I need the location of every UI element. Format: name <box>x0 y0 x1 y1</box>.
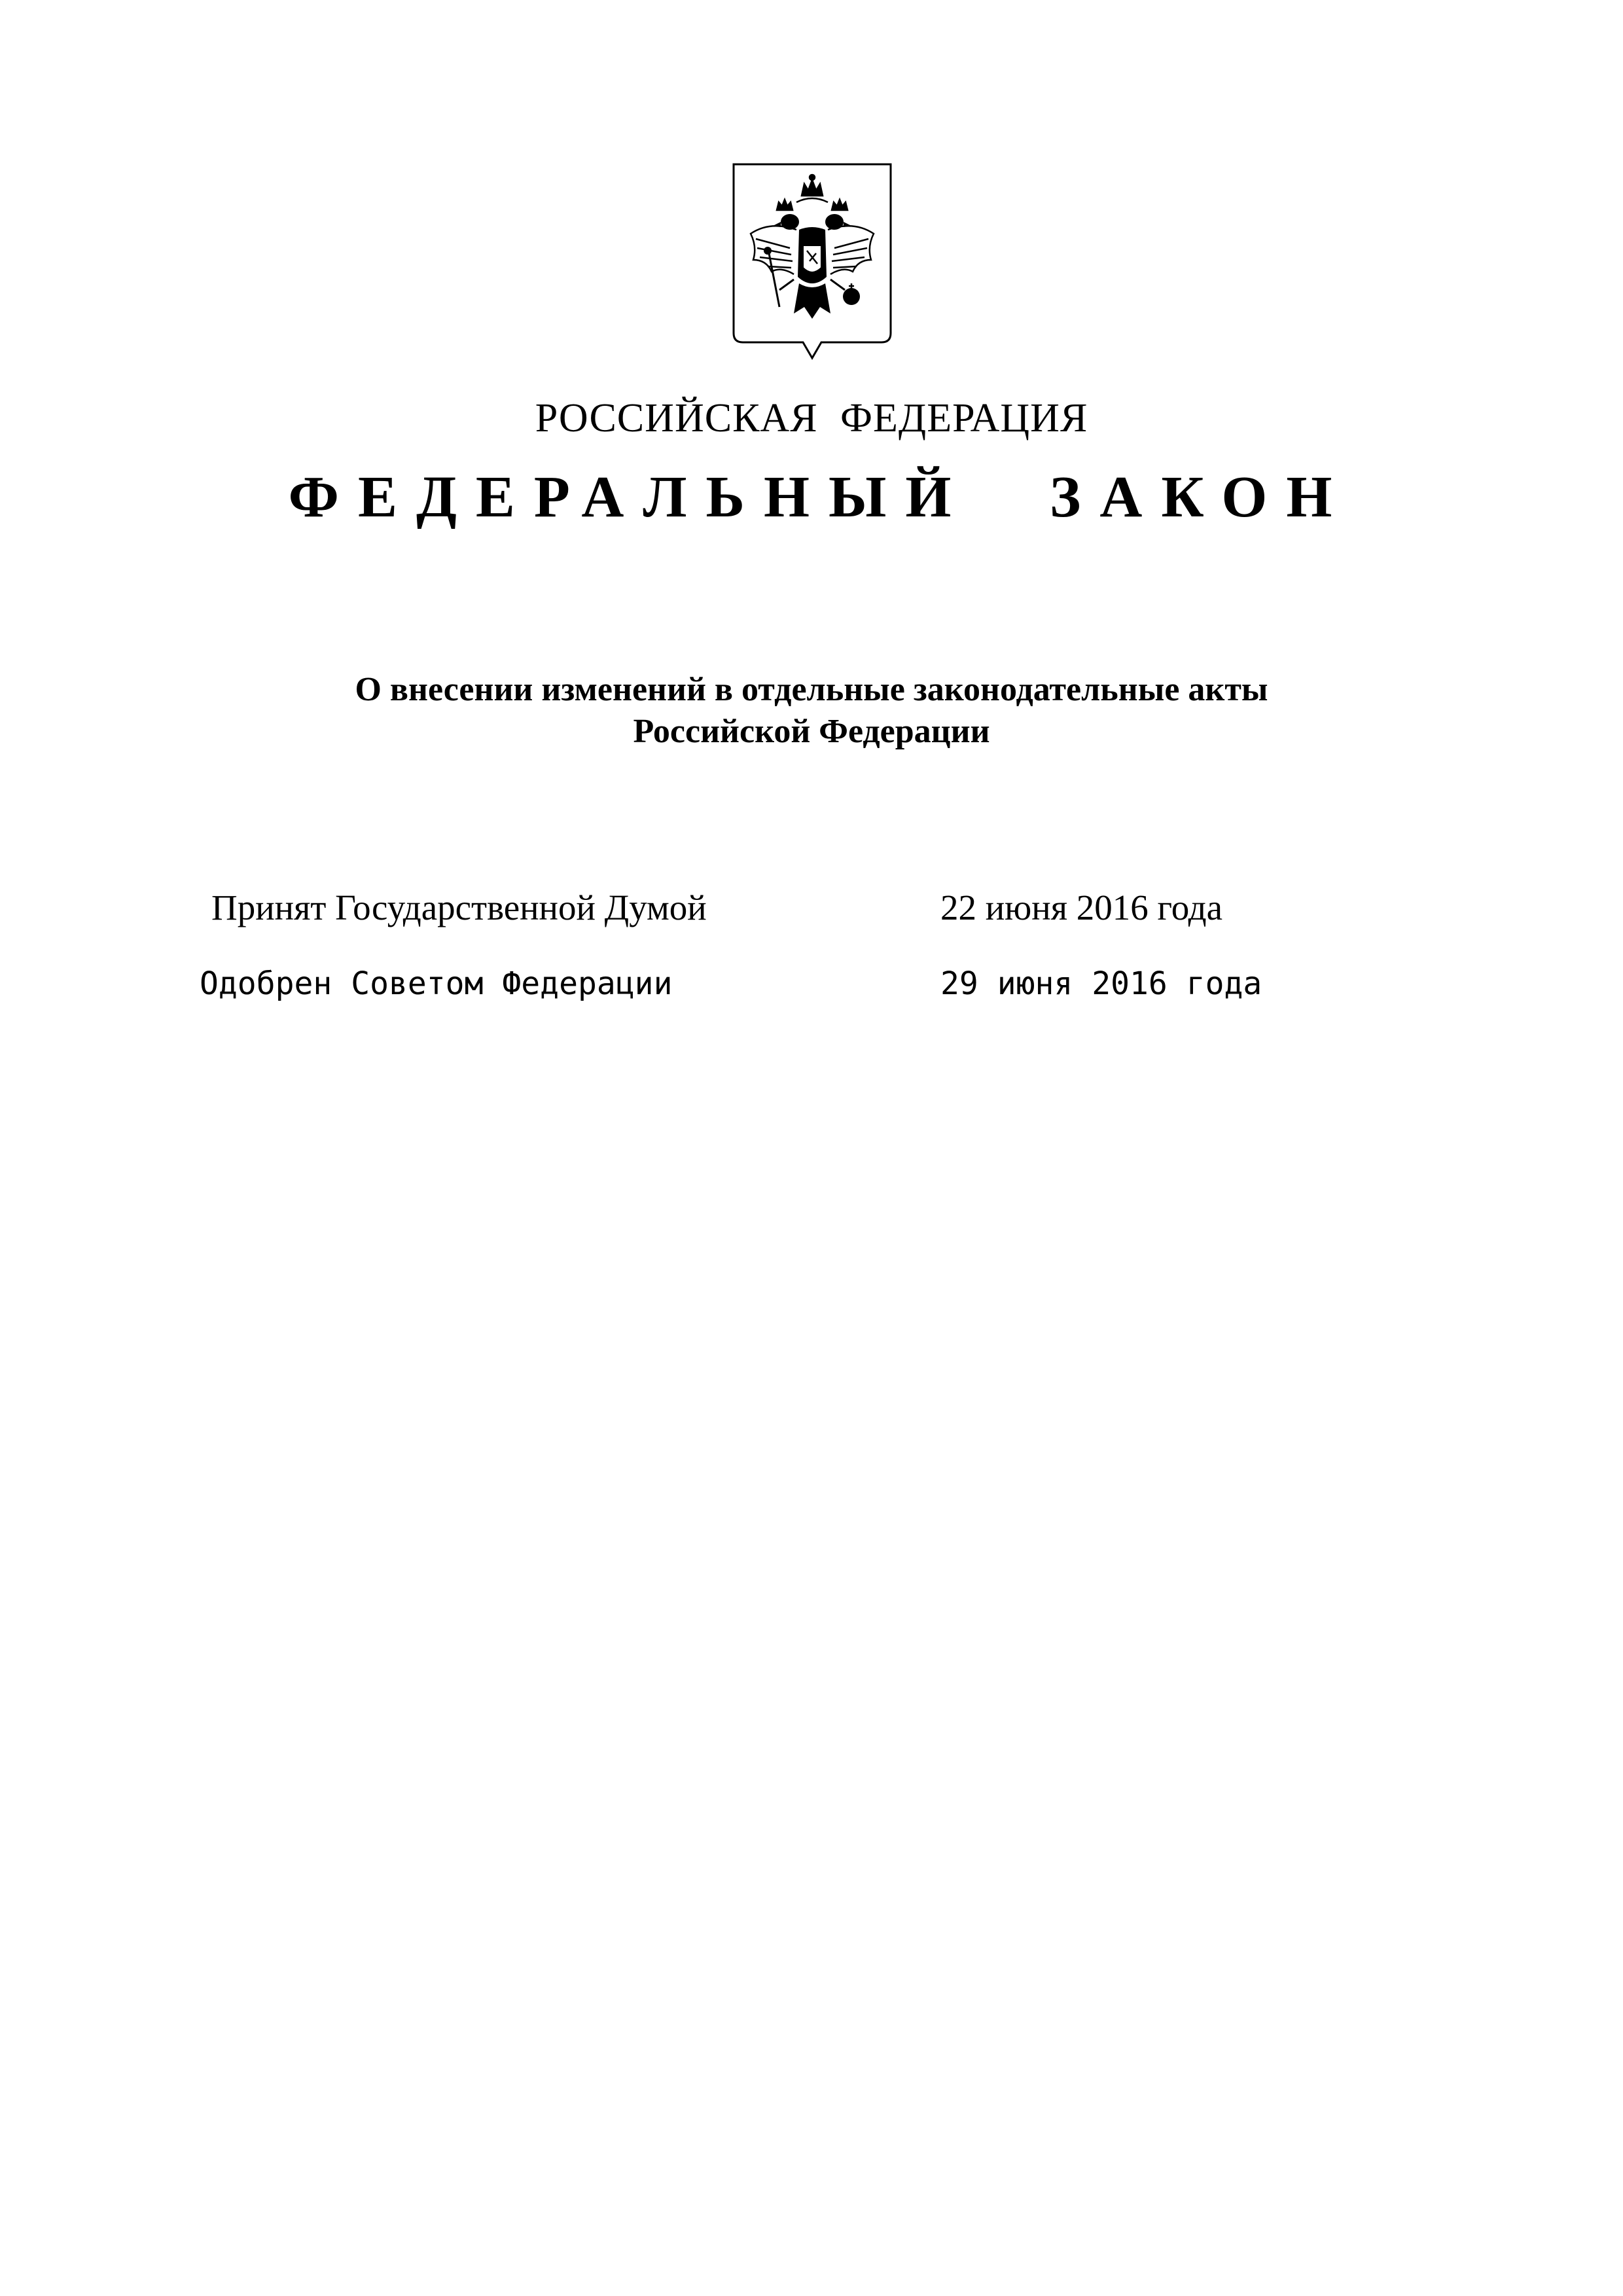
adoption-label-duma: Принят Государственной Думой <box>211 888 707 927</box>
adoption-row-duma <box>0 887 1623 933</box>
adoption-date-council: 29 июня 2016 года <box>940 965 1262 1002</box>
law-title <box>0 669 1623 753</box>
country-name: РОССИЙСКАЯ ФЕДЕРАЦИЯ <box>535 396 1088 440</box>
law-title-line-1: О внесении изменений в отдельные законодательные акты <box>355 671 1268 708</box>
coat-of-arms-icon <box>731 162 893 361</box>
adoption-label-council: Одобрен Советом Федерации <box>200 965 673 1002</box>
law-title-line-2: Российской Федерации <box>633 713 990 750</box>
document-type: ФЕДЕРАЛЬНЫЙ ЗАКОН <box>288 465 1351 529</box>
adoption-date-duma: 22 июня 2016 года <box>940 888 1223 927</box>
adoption-row-council <box>0 965 1623 1011</box>
